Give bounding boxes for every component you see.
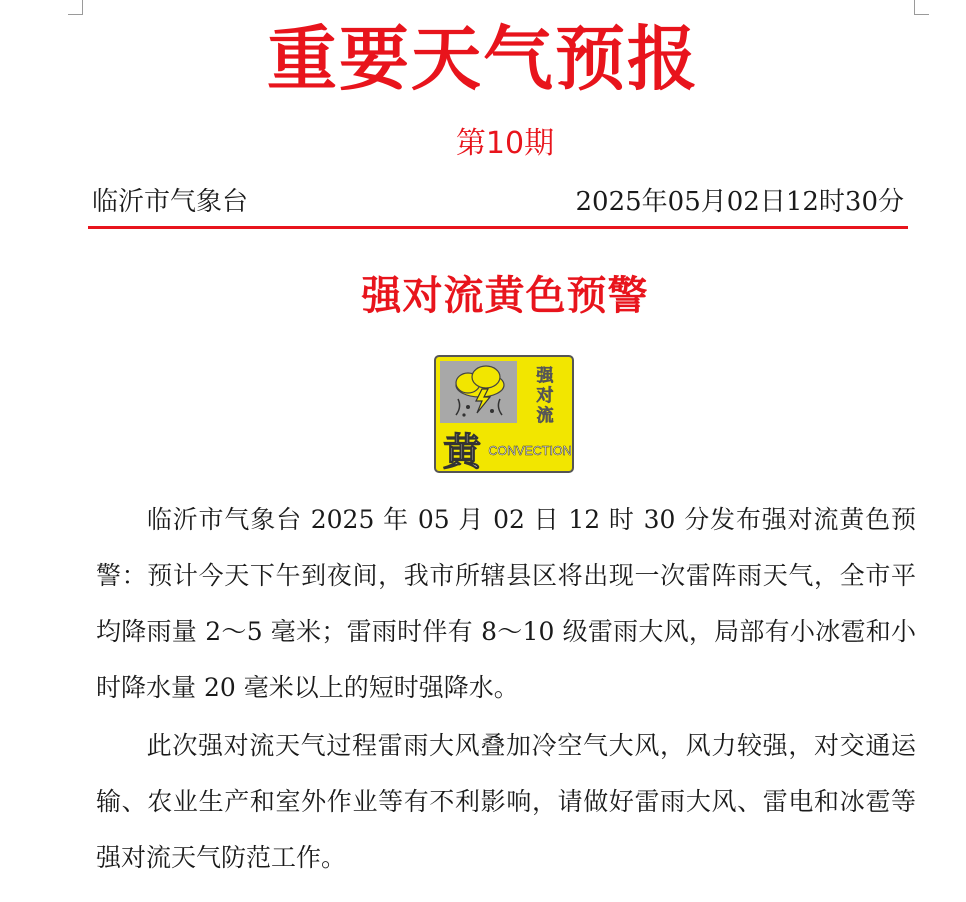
badge-type-char-3: 流 bbox=[536, 406, 554, 426]
warning-paragraph-1-text: 临沂市气象台 2025 年 05 月 02 日 12 时 30 分发布强对流黄色预警：预计今天下午到夜间，我市所辖县区将出现一次雷阵雨天气，全市平均降雨量 2～5 毫米；雷雨时伴有 8～10 级雷雨大风，局部有小冰雹和小时降水量 20 毫米以上的短时强降水。 bbox=[96, 505, 916, 702]
page-corner-mark-right bbox=[914, 0, 929, 15]
convection-yellow-warning-icon bbox=[434, 355, 574, 473]
issuing-organization: 临沂市气象台 bbox=[92, 187, 249, 217]
page-corner-mark-left bbox=[68, 0, 83, 15]
badge-type-char-1: 强 bbox=[536, 366, 554, 386]
warning-paragraph-2-text: 此次强对流天气过程雷雨大风叠加冷空气大风，风力较强，对交通运输、农业生产和室外作业等有不利影响，请做好雷雨大风、雷电和冰雹等强对流天气防范工作。 bbox=[96, 731, 916, 872]
warning-paragraph-1 bbox=[96, 492, 916, 716]
badge-type-char-2: 对 bbox=[536, 386, 554, 406]
warning-title: 强对流黄色预警 bbox=[361, 273, 649, 319]
badge-english-label: CONVECTION bbox=[488, 444, 572, 458]
issue-datetime: 2025年05月02日12时30分 bbox=[575, 187, 904, 217]
badge-level-char: 黄 bbox=[442, 430, 482, 473]
main-title: 重要天气预报 bbox=[267, 18, 699, 100]
issue-number: 第10期 bbox=[455, 126, 555, 161]
warning-paragraph-2 bbox=[96, 718, 916, 886]
header-divider bbox=[88, 226, 908, 229]
